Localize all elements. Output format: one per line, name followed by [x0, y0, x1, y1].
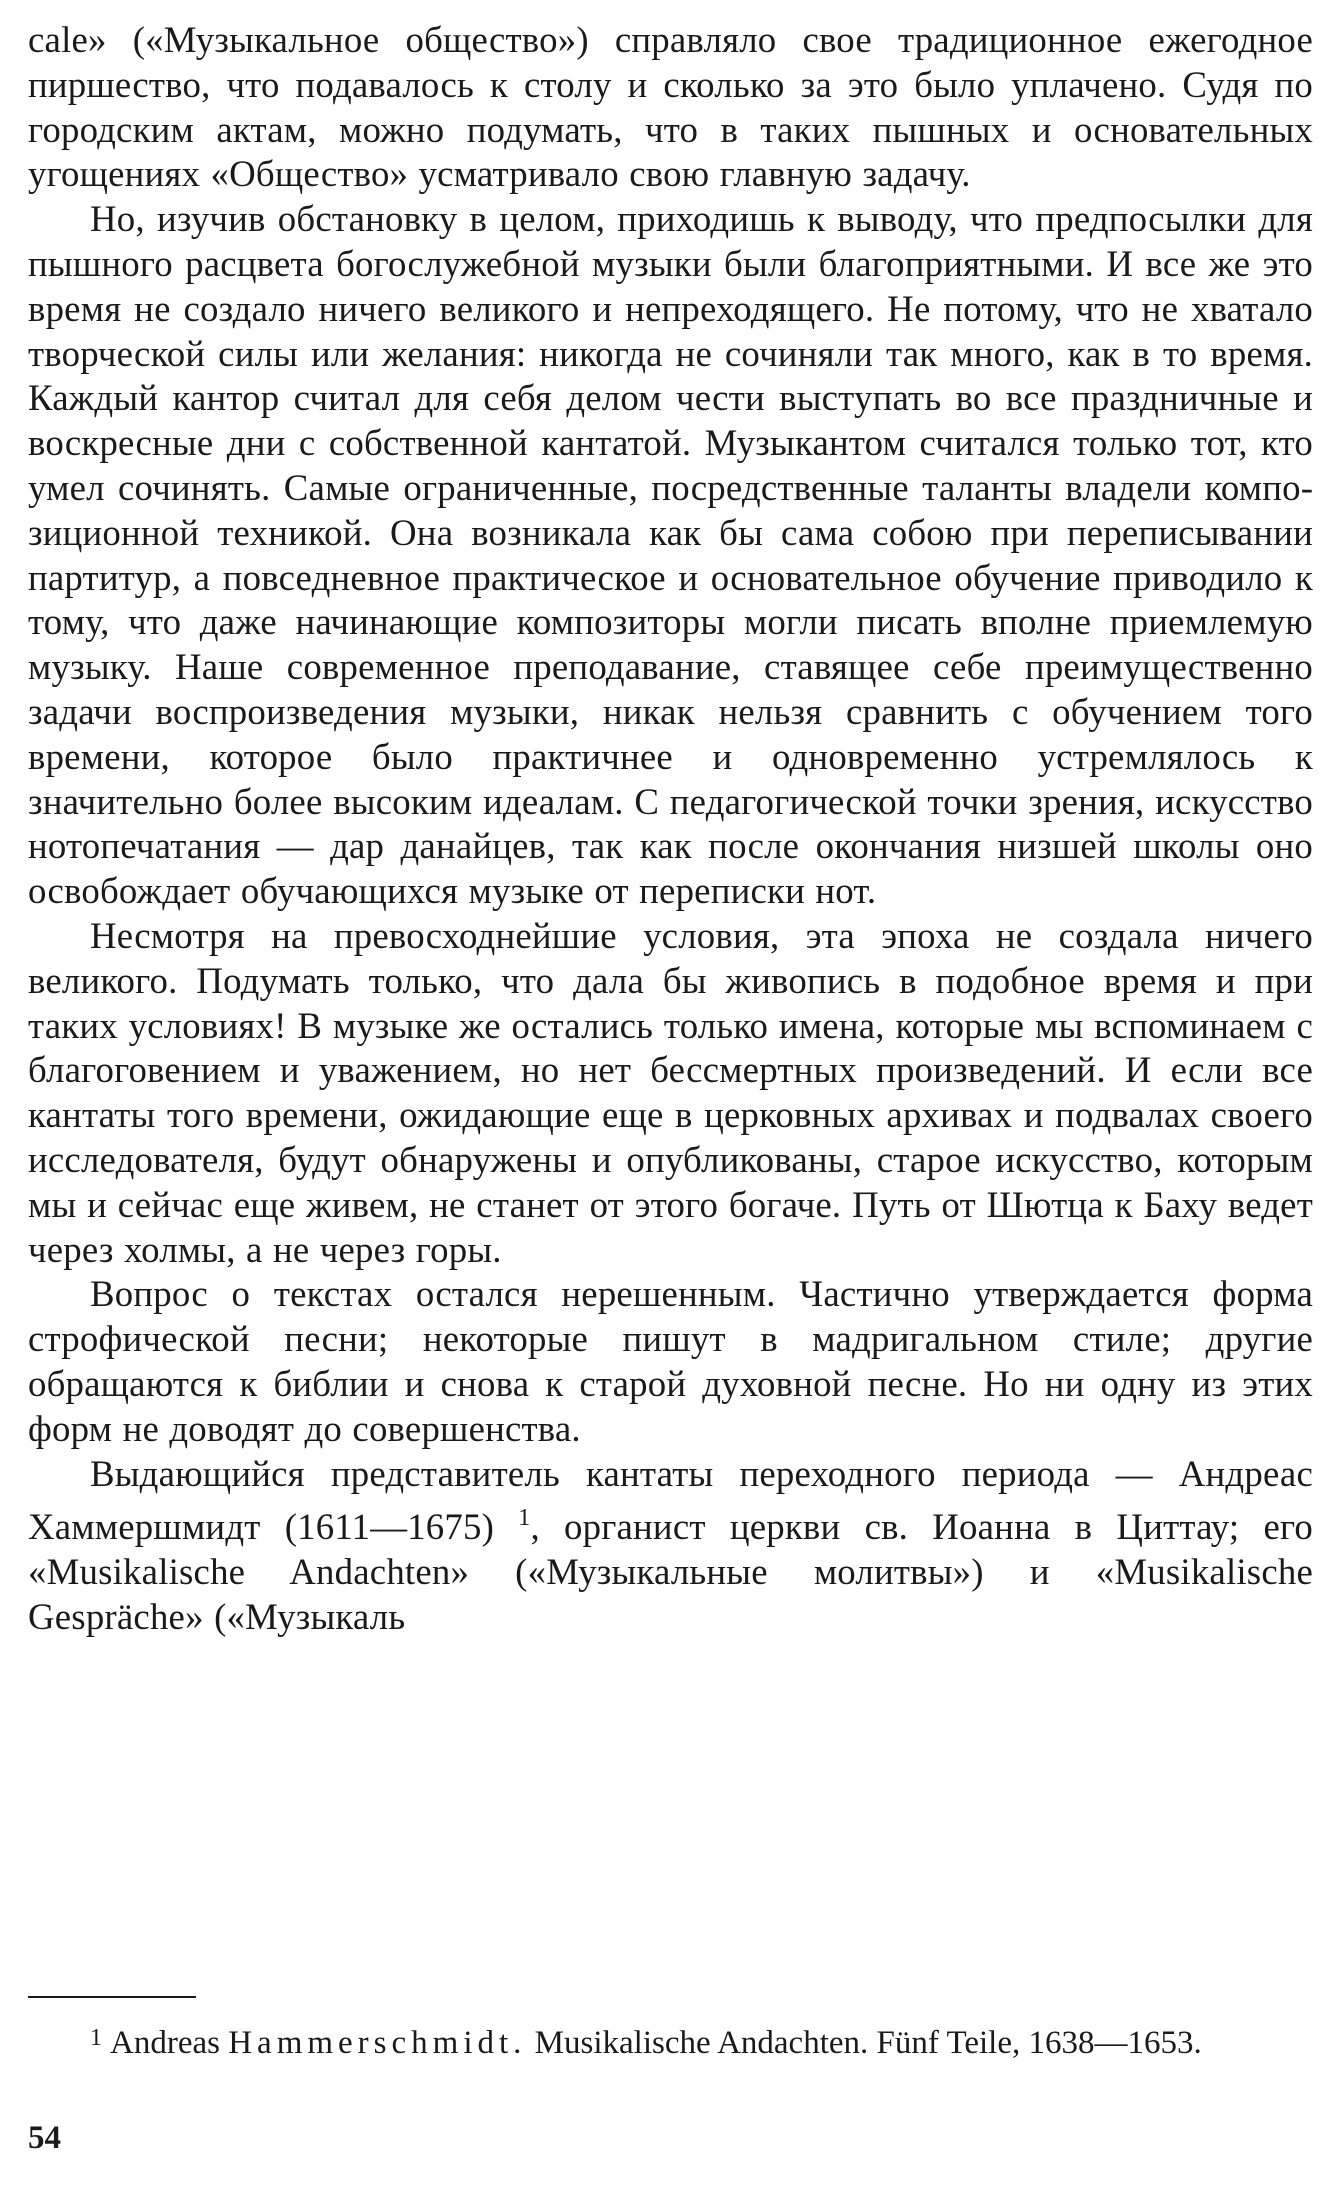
paragraph-4: Вопрос о текстах остался нерешенным. Частично утверждается форма строфической песни; некоторые пишут в мадригальном стиле; другие обращаются к библии и снова к старой духовной песне. Но ни одну из этих форм не доводят до совершенства.	[28, 1273, 1313, 1449]
footnote-divider	[28, 1996, 196, 1998]
footnote-author-last: Hammerschmidt.	[228, 2025, 527, 2061]
paragraph-2: Но, изучив обстановку в целом, приходишь к выводу, что предпосылки для пышного расцвета богослужебной музыки были благоприятными. И все же это время не создало ничего великого и непреходящего. Не потому, что не хватало творческой силы или желания: никогда не сочиняли так много, как в то время. Каждый кантор считал для себя делом чести выступать во все праздничные и воскресные дни с собственной кантатой. Музыкантом считался только тот, кто умел сочинять. Самые ограниченные, посредственные таланты владели композиционной техникой. Она возникала как бы сама собою при переписывании партитур, а повседневное практическое и основательное обучение приводило к тому, что даже начинающие композиторы могли писать вполне приемлемую музыку. Наше современное преподавание, ставящее себе преимущественно задачи воспроизведения музыки, никак нельзя сравнить с обучением того времени, которое было практичнее и одновременно устремлялось к значительно более высоким идеалам. С педагогической точки зрения, искусство нотопечатания — дар данайцев, так как после окончания низшей школы оно освобождает обучающихся музыке от переписки нот.	[28, 198, 1313, 912]
footnote-reference[interactable]: 1	[518, 1505, 531, 1532]
paragraph-5	[28, 1452, 1313, 1640]
page-number: 54	[28, 2120, 61, 2156]
page-body	[28, 18, 1313, 1640]
paragraph-5-text: Выдающийся представитель кантаты переходного периода — Андреас Хаммершмидт (1611—1675)	[28, 1452, 1313, 1548]
footnote-citation: Musikalische Andachten. Fünf Teile, 1638—1653.	[534, 2025, 1202, 2061]
footnote-author-first: Andreas	[110, 2025, 220, 2061]
footnote	[28, 2018, 1313, 2064]
paragraph-5-continuation: , органист церкви св. Иоанна в Циттау; его «Musikalische Andachten» («Музыкальные молитвы») и «Musikalische Gespräche» («Музыкаль	[28, 1506, 1314, 1637]
paragraph-1: cale» («Музыкальное общество») справляло свое традиционное ежегодное пиршество, что подавалось к столу и сколько за это было уплачено. Судя по городским актам, можно подумать, что в таких пышных и основательных угощениях «Общество» усматривало свою главную задачу.	[28, 19, 1313, 195]
paragraph-3: Несмотря на превосходнейшие условия, эта эпоха не создала ничего великого. Подумать только, что дала бы живопись в подобное время и при таких условиях! В музыке же остались только имена, которые мы вспоминаем с благоговением и уважением, но нет бессмертных произведений. И если все кантаты того времени, ожидающие еще в церковных архивах и подвалах своего исследователя, будут обнаружены и опубликованы, старое искусство, которым мы и сейчас еще живем, не станет от этого богаче. Путь от Шютца к Баху ведет через холмы, а не через горы.	[28, 914, 1313, 1270]
footnote-marker: 1	[90, 2025, 102, 2051]
